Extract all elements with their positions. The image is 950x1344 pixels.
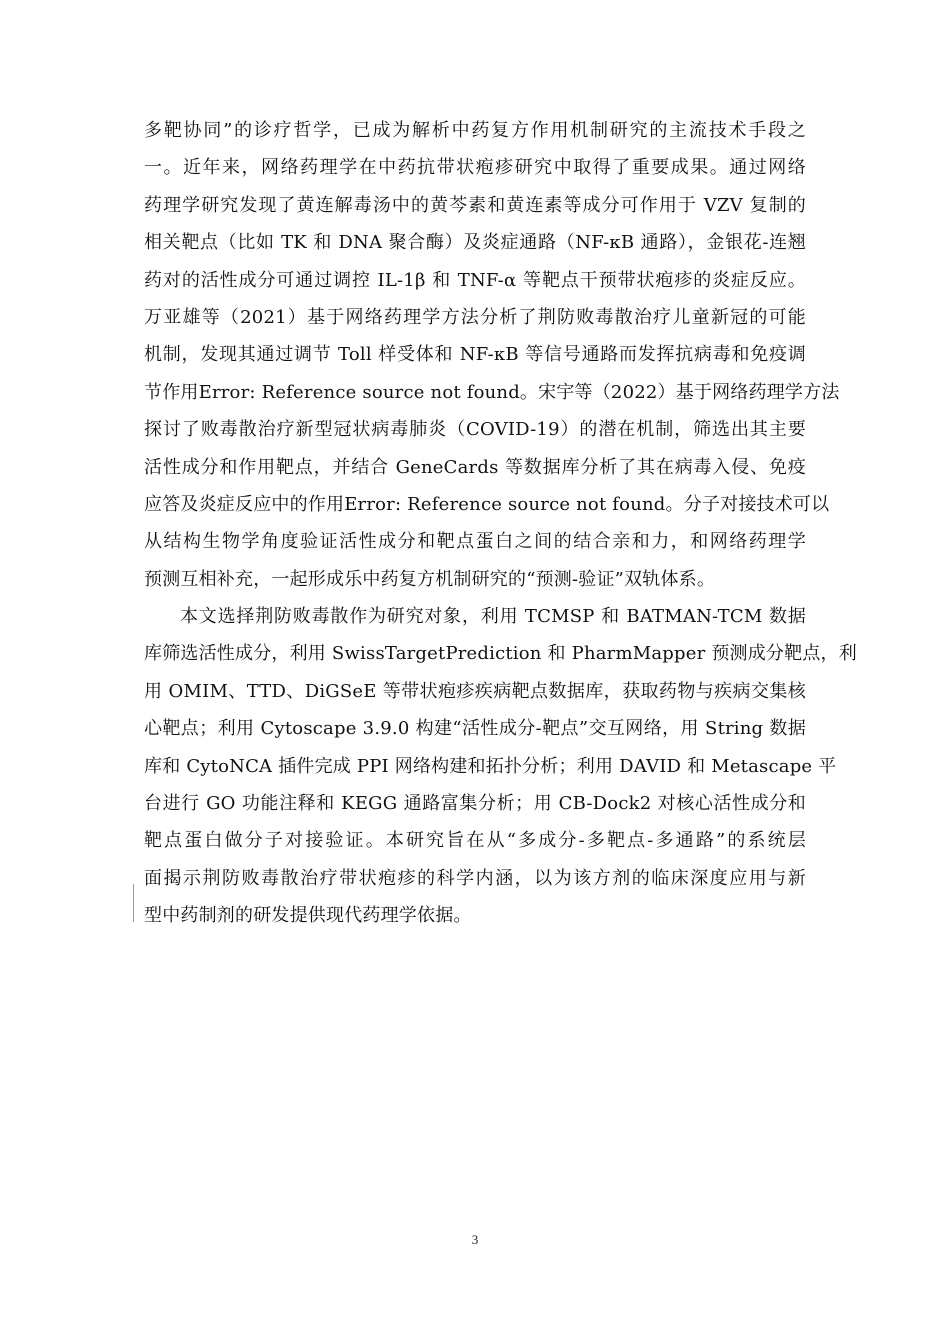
paragraph-line: 机制，发现其通过调节 Toll 样受体和 NF-κB 等信号通路而发挥抗病毒和免疫调	[144, 344, 806, 366]
paragraph-line: 心靶点；利用 Cytoscape 3.9.0 构建“活性成分-靶点”交互网络，用 String 数据	[144, 718, 806, 740]
paragraph-line: 节作用Error: Reference source not found。宋宇等（2022）基于网络药理学方法	[144, 381, 840, 403]
paragraph-line: 药理学研究发现了黄连解毒汤中的黄芩素和黄连素等成分可作用于 VZV 复制的	[144, 194, 806, 216]
body-text	[144, 112, 857, 935]
paragraph-line: 一。近年来，网络药理学在中药抗带状疱疹研究中取得了重要成果。通过网络	[144, 157, 806, 179]
paragraph-line: 本文选择荆防败毒散作为研究对象，利用 TCMSP 和 BATMAN-TCM 数据	[180, 606, 806, 628]
paragraph-line: 万亚雄等（2021）基于网络药理学方法分析了荆防败毒散治疗儿童新冠的可能	[144, 306, 806, 328]
paragraph-line: 型中药制剂的研发提供现代药理学依据。	[144, 905, 472, 927]
paragraph-line: 面揭示荆防败毒散治疗带状疱疹的科学内涵，以为该方剂的临床深度应用与新	[144, 867, 806, 889]
paragraph-line: 预测互相补充，一起形成乐中药复方机制研究的“预测-验证”双轨体系。	[144, 568, 716, 590]
paragraph-line: 用 OMIM、TTD、DiGSeE 等带状疱疹疾病靶点数据库，获取药物与疾病交集核	[144, 680, 806, 702]
page-number: 3	[471, 1232, 479, 1247]
paragraph-line: 库筛选活性成分，利用 SwissTargetPrediction 和 PharmMapper 预测成分靶点，利	[144, 643, 857, 665]
paragraph-line: 从结构生物学角度验证活性成分和靶点蛋白之间的结合亲和力，和网络药理学	[144, 531, 806, 553]
margin-change-bar	[133, 884, 134, 922]
paragraph-line: 应答及炎症反应中的作用Error: Reference source not found。分子对接技术可以	[144, 493, 830, 515]
paragraph-line: 靶点蛋白做分子对接验证。本研究旨在从“多成分-多靶点-多通路”的系统层	[144, 830, 806, 852]
paragraph-line: 药对的活性成分可通过调控 IL-1β 和 TNF-α 等靶点干预带状疱疹的炎症反应。	[144, 269, 806, 291]
paragraph-line: 相关靶点（比如 TK 和 DNA 聚合酶）及炎症通路（NF-κB 通路），金银花-连翘	[144, 232, 806, 254]
paragraph-line: 探讨了败毒散治疗新型冠状病毒肺炎（COVID-19）的潜在机制，筛选出其主要	[144, 419, 806, 441]
paragraph-line: 库和 CytoNCA 插件完成 PPI 网络构建和拓扑分析；利用 DAVID 和 Metascape 平	[144, 755, 837, 777]
paragraph-line: 台进行 GO 功能注释和 KEGG 通路富集分析；用 CB-Dock2 对核心活性成分和	[144, 793, 806, 815]
paragraph-line: 多靶协同”的诊疗哲学，已成为解析中药复方作用机制研究的主流技术手段之	[144, 120, 806, 141]
paragraph-line: 活性成分和作用靶点，并结合 GeneCards 等数据库分析了其在病毒入侵、免疫	[144, 456, 806, 478]
